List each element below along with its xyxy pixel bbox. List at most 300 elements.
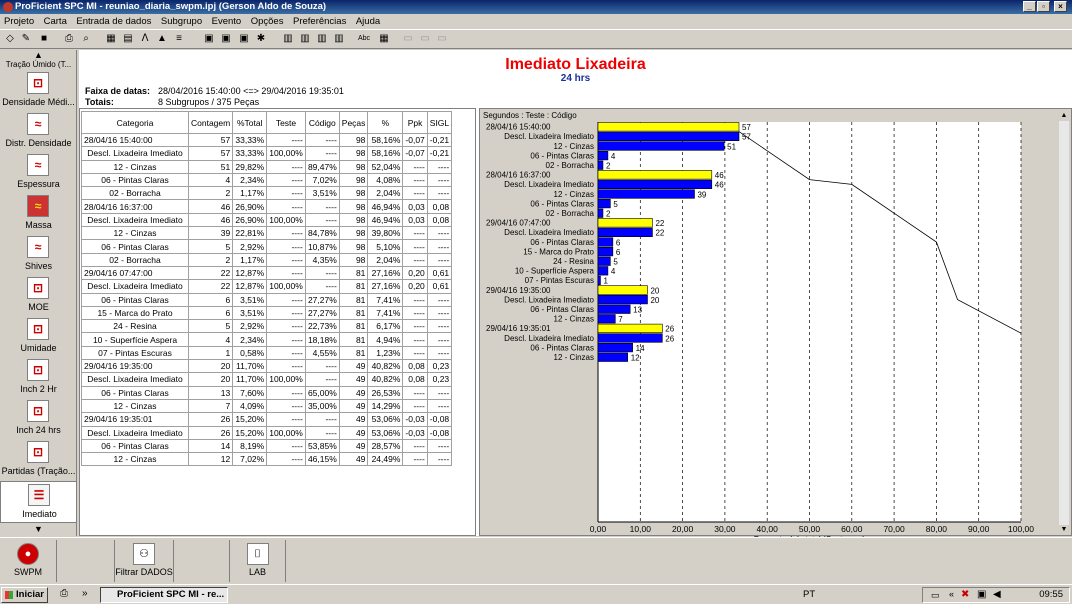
table-cell: 46	[189, 213, 233, 226]
quicklaunch-icon[interactable]: ⎙	[60, 588, 68, 599]
table-cell: ----	[267, 160, 306, 173]
scroll-up-icon[interactable]: ▲	[1060, 112, 1068, 119]
table-cell: ----	[403, 253, 427, 266]
x-tick-label: 60,00	[841, 524, 863, 534]
table-cell: 12	[189, 453, 233, 466]
histogram-icon[interactable]: ▲	[157, 33, 167, 44]
chart-scrollbar[interactable]	[1059, 111, 1069, 535]
scroll-down-icon[interactable]: ▼	[1060, 526, 1068, 533]
data-table-panel	[79, 108, 476, 536]
sidebar-item-shives[interactable]	[0, 234, 77, 276]
table-cell: 98	[339, 240, 368, 253]
abc-icon[interactable]: Abc	[358, 35, 371, 42]
table-cell: 0,58%	[233, 346, 267, 359]
table-cell: 12 - Cinzas	[82, 399, 189, 412]
table-cell: ----	[267, 240, 306, 253]
date-range-value: 28/04/2016 15:40:00 <=> 29/04/2016 19:35:01	[158, 86, 344, 96]
menu-opcoes[interactable]: Opções	[250, 16, 284, 27]
table-cell: 06 - Pintas Claras	[82, 293, 189, 306]
bar	[598, 353, 628, 362]
sidebar-item-massa[interactable]	[0, 193, 77, 235]
app-icon	[3, 2, 13, 12]
table-row[interactable]	[82, 373, 452, 386]
table-row[interactable]	[82, 333, 452, 346]
table-cell: ----	[403, 240, 427, 253]
table-cell: 29/04/16 19:35:01	[82, 413, 189, 426]
menu-bar	[0, 14, 1072, 28]
table-cell: ----	[427, 253, 451, 266]
table-cell: 1,17%	[233, 187, 267, 200]
sidebar-item-label: Densidade Médi...	[2, 97, 75, 107]
bar-value-label: 12	[630, 353, 640, 363]
x-tick-label: 50,00	[798, 524, 821, 534]
bar-value-label: 14	[635, 343, 645, 353]
category-label: 07 - Pintas Escuras	[524, 276, 594, 286]
yellow-grid-icon[interactable]: ▣	[221, 33, 231, 44]
table-cell: 27,16%	[368, 280, 403, 293]
table-cell: 1,17%	[233, 253, 267, 266]
table-cell: 84,78%	[305, 227, 339, 240]
chart-header-label: Segundos : Teste : Código	[483, 111, 577, 120]
table-cell: 0,23	[427, 373, 451, 386]
table-cell: 100,00%	[267, 280, 306, 293]
chevron-left-icon[interactable]: «	[949, 589, 955, 599]
window1-icon[interactable]: ▭	[403, 33, 413, 44]
bar	[598, 276, 600, 285]
table-cell: ----	[403, 227, 427, 240]
bar-value-label: 57	[741, 123, 751, 133]
bar-value-label: 46	[714, 171, 724, 181]
table-cell: 2,34%	[233, 333, 267, 346]
table-cell: Descl. Lixadeira Imediato	[82, 426, 189, 439]
table-cell: 81	[339, 346, 368, 359]
bar-value-label: 2	[605, 161, 611, 171]
bar-value-label: 20	[650, 295, 660, 305]
table-cell: 18,18%	[305, 333, 339, 346]
open-icon[interactable]: ✎	[21, 33, 31, 44]
table-cell: 7,02%	[305, 173, 339, 186]
bar-value-label: 5	[613, 199, 618, 209]
table-row[interactable]	[82, 320, 452, 333]
table-cell: 0,23	[427, 360, 451, 373]
table-cell: ----	[427, 346, 451, 359]
report-title: Imediato Lixadeira	[505, 56, 646, 73]
table-row[interactable]	[82, 293, 452, 306]
table-cell: 15,20%	[233, 426, 267, 439]
category-label: 12 - Cinzas	[553, 353, 594, 362]
table-row[interactable]	[82, 399, 452, 412]
window-title: ProFicient SPC MI - reuniao_diaria_swpm.ipj (Gerson Aldo de Souza)	[15, 1, 327, 12]
table-cell: ----	[427, 386, 451, 399]
table-row[interactable]	[82, 426, 452, 439]
bar-value-label: 26	[665, 324, 675, 334]
category-label: 24 - Resina	[553, 257, 594, 266]
preview-icon[interactable]: ⌕	[83, 33, 89, 44]
table-cell: 4,09%	[233, 399, 267, 412]
table-cell: ----	[403, 160, 427, 173]
bar	[598, 209, 603, 218]
col-header-ppk[interactable]: Ppk	[403, 112, 427, 134]
chart-icon: ⊡	[27, 441, 49, 463]
volume-icon[interactable]: ◀	[993, 589, 1001, 600]
new-icon[interactable]: ◇	[6, 33, 14, 44]
window2-icon[interactable]: ▭	[420, 33, 430, 44]
data-table	[81, 111, 452, 466]
lab-button[interactable]	[230, 540, 286, 582]
bar	[598, 267, 608, 276]
bar-value-label: 57	[741, 132, 751, 142]
table-cell: ----	[305, 413, 339, 426]
menu-carta[interactable]: Carta	[43, 16, 67, 27]
table-cell: 33,33%	[233, 134, 267, 147]
table-cell: Descl. Lixadeira Imediato	[82, 373, 189, 386]
x-tick-label: 80,00	[925, 524, 948, 534]
window3-icon[interactable]: ▭	[437, 33, 447, 44]
sidebar-item-inch-24-hrs[interactable]	[0, 398, 77, 440]
sidebar-item-partidas[interactable]	[0, 439, 77, 481]
table-cell: 81	[339, 280, 368, 293]
category-label: 10 - Superfície Aspera	[514, 266, 594, 276]
table-row[interactable]	[82, 213, 452, 226]
table-cell: ----	[427, 439, 451, 452]
swpm-label: SWPM	[14, 567, 42, 577]
grid-icon[interactable]: ▤	[123, 33, 133, 44]
sidebar-item-label: Umidade	[20, 343, 57, 353]
table-cell: ----	[305, 147, 339, 160]
table-cell: 51	[189, 160, 233, 173]
bar-value-label: 46	[714, 180, 724, 190]
col-header-percent[interactable]: %	[368, 112, 403, 134]
bar-value-label: 6	[615, 238, 621, 248]
table-cell: 57	[189, 147, 233, 160]
table-row[interactable]	[82, 187, 452, 200]
table-cell: 0,61	[427, 266, 451, 279]
table-cell: -0,08	[427, 413, 451, 426]
table-cell: 26	[189, 413, 233, 426]
menu-subgrupo[interactable]: Subgrupo	[160, 16, 203, 27]
menu-preferencias[interactable]: Preferências	[292, 16, 347, 27]
layout3-icon[interactable]: ▥	[317, 33, 327, 44]
table-cell: 81	[339, 266, 368, 279]
table-row[interactable]	[82, 453, 452, 466]
table-cell: 06 - Pintas Claras	[82, 386, 189, 399]
sidebar-top-label: Tração Úmido (T...	[5, 60, 72, 69]
sidebar-item-umidade[interactable]	[0, 316, 77, 358]
table-row[interactable]	[82, 227, 452, 240]
table-row[interactable]	[82, 160, 452, 173]
table-cell: 27,27%	[305, 293, 339, 306]
table-cell: 12 - Cinzas	[82, 453, 189, 466]
totals-label: Totais:	[85, 97, 114, 107]
table-cell: 81	[339, 320, 368, 333]
save-icon[interactable]: ■	[40, 33, 48, 44]
x-tick-label: 10,00	[629, 524, 651, 534]
bar	[598, 295, 647, 304]
chart-icon: ⊡	[27, 318, 49, 340]
taskbar-item-proficient[interactable]: ProFicient SPC MI - re...	[100, 587, 228, 603]
bar	[598, 180, 712, 189]
col-header-pecas[interactable]: Peças	[339, 112, 368, 134]
table-cell: 22	[189, 266, 233, 279]
security-icon[interactable]: ✖	[961, 589, 970, 600]
table-cell: ----	[267, 200, 306, 213]
star-icon[interactable]: ✱	[256, 33, 266, 44]
group-label: 29/04/16 19:35:01	[486, 324, 551, 334]
swpm-button[interactable]	[0, 540, 57, 582]
filtrar-dados-button[interactable]	[115, 540, 174, 582]
table-cell: 53,85%	[305, 439, 339, 452]
table-cell: 20	[189, 373, 233, 386]
menu-ajuda[interactable]: Ajuda	[355, 16, 381, 27]
table-cell: 6	[189, 293, 233, 306]
bottom-toolbar	[0, 537, 1072, 583]
table-cell: -0,07	[403, 134, 427, 147]
yellow-chart-icon[interactable]: ▣	[204, 33, 214, 44]
test-tube-icon: ⌷	[247, 543, 269, 565]
table-cell: 3,51%	[233, 293, 267, 306]
table-cell: 98	[339, 147, 368, 160]
table-row[interactable]	[82, 200, 452, 213]
table-cell: ----	[267, 293, 306, 306]
sidebar-item-label: MOE	[28, 302, 49, 312]
table-cell: ----	[427, 320, 451, 333]
group-label: 29/04/16 19:35:00	[486, 285, 551, 295]
x-tick-label: 0,00	[589, 524, 607, 534]
table-cell: ----	[427, 306, 451, 319]
print-icon[interactable]: ⎙	[65, 33, 73, 44]
sidebar-item-moe[interactable]	[0, 275, 77, 317]
sidebar-item-label: Massa	[25, 220, 52, 230]
language-indicator[interactable]: PT	[803, 589, 816, 600]
table-cell: ----	[403, 386, 427, 399]
table-cell: ----	[267, 306, 306, 319]
close-button[interactable]: ×	[1054, 1, 1067, 12]
table-cell: 12,87%	[233, 280, 267, 293]
menu-projeto[interactable]: Projeto	[4, 16, 35, 27]
category-label: 06 - Pintas Claras	[530, 343, 594, 353]
table-cell: ----	[427, 293, 451, 306]
table-cell: 57	[189, 134, 233, 147]
scroll-up-icon[interactable]: ▲	[34, 50, 43, 60]
table-cell: 0,03	[403, 213, 427, 226]
table-cell: ----	[267, 413, 306, 426]
table-cell: 22,81%	[233, 227, 267, 240]
bar	[598, 199, 610, 208]
table-row[interactable]	[82, 439, 452, 452]
sidebar-item-densidade-media[interactable]	[0, 70, 77, 112]
table-cell: 46,15%	[305, 453, 339, 466]
system-tray	[803, 587, 1070, 603]
table-cell: 4,94%	[368, 333, 403, 346]
table-cell: 3,51%	[233, 306, 267, 319]
sidebar	[0, 50, 77, 536]
bar-value-label: 4	[610, 267, 616, 277]
table-cell: 3,51%	[305, 187, 339, 200]
table-cell: 81	[339, 306, 368, 319]
table-cell: 2,04%	[368, 187, 403, 200]
table-cell: 98	[339, 200, 368, 213]
pareto-icon: ☰	[28, 484, 50, 506]
table-cell: 81	[339, 293, 368, 306]
table-cell: ----	[305, 426, 339, 439]
x-tick-label: 40,00	[756, 524, 778, 534]
chart-icon: ⊡	[27, 400, 49, 422]
category-label: Descl. Lixadeira Imediato	[504, 228, 594, 238]
table-cell: 98	[339, 213, 368, 226]
table-cell: 10,87%	[305, 240, 339, 253]
category-label: Descl. Lixadeira Imediato	[504, 132, 594, 142]
table-row[interactable]	[82, 386, 452, 399]
table-cell: 49	[339, 373, 368, 386]
sidebar-item-espessura[interactable]	[0, 152, 77, 194]
bar	[598, 286, 647, 295]
table-cell: 49	[339, 453, 368, 466]
table-cell: 12 - Cinzas	[82, 160, 189, 173]
table-cell: 39,80%	[368, 227, 403, 240]
list-icon[interactable]: ≡	[176, 33, 182, 44]
table-cell: ----	[427, 187, 451, 200]
table-row[interactable]	[82, 413, 452, 426]
menu-entrada-de-dados[interactable]: Entrada de dados	[76, 16, 152, 27]
table-cell: ----	[267, 386, 306, 399]
table-row[interactable]	[82, 306, 452, 319]
table-cell: ----	[267, 439, 306, 452]
table-cell: 0,08	[403, 373, 427, 386]
layout4-icon[interactable]: ▥	[334, 33, 344, 44]
x-tick-label: 20,00	[671, 524, 694, 534]
table-cell: ----	[267, 320, 306, 333]
network-icon[interactable]: ▭	[931, 590, 940, 600]
table-cell: ----	[267, 360, 306, 373]
table-cell: 20	[189, 360, 233, 373]
table-cell: 06 - Pintas Claras	[82, 240, 189, 253]
table-cell: ----	[267, 333, 306, 346]
bar-value-label: 22	[655, 228, 665, 238]
table-cell: 81	[339, 333, 368, 346]
table-cell: ----	[267, 173, 306, 186]
restore-button[interactable]: ▫	[1037, 1, 1050, 12]
category-label: 06 - Pintas Claras	[530, 305, 594, 314]
colors-icon[interactable]: ▦	[379, 33, 389, 44]
sidebar-item-distr-densidade[interactable]	[0, 111, 77, 153]
bar-value-label: 2	[605, 209, 611, 219]
col-header-categoria[interactable]: Categoria	[82, 112, 189, 134]
spacer-button-2	[174, 540, 230, 582]
chart-line-icon[interactable]: ᐱ	[141, 33, 149, 44]
layout2-icon[interactable]: ▥	[300, 33, 310, 44]
table-cell: ----	[305, 266, 339, 279]
table-cell: 1,23%	[368, 346, 403, 359]
chevron-right-icon[interactable]: »	[82, 588, 88, 599]
table-cell: 46	[189, 200, 233, 213]
sidebar-item-label: Inch 24 hrs	[16, 425, 61, 435]
sidebar-item-imediato[interactable]	[0, 481, 77, 523]
table-cell: 11,70%	[233, 373, 267, 386]
table-cell: 35,00%	[305, 399, 339, 412]
minimize-button[interactable]: _	[1023, 1, 1036, 12]
table-cell: Descl. Lixadeira Imediato	[82, 280, 189, 293]
monitor-icon[interactable]: ▣	[977, 589, 987, 600]
table-cell: 02 - Borracha	[82, 187, 189, 200]
bar-value-label: 5	[613, 257, 618, 267]
table-cell: 6,17%	[368, 320, 403, 333]
table-cell: 46,94%	[368, 213, 403, 226]
sidebar-item-label: Inch 2 Hr	[20, 384, 57, 394]
category-label: 12 - Cinzas	[553, 141, 594, 151]
bar	[598, 247, 613, 256]
table-cell: 29,82%	[233, 160, 267, 173]
start-button[interactable]: Iniciar	[1, 587, 48, 603]
table-cell: ----	[403, 439, 427, 452]
chart-icon: ⊡	[27, 277, 49, 299]
bar-value-label: 13	[633, 305, 643, 315]
category-label: 06 - Pintas Claras	[530, 199, 594, 209]
table-cell: ----	[403, 333, 427, 346]
table-row[interactable]	[82, 134, 452, 147]
stop-icon: ●	[17, 543, 39, 565]
table-cell: 0,61	[427, 280, 451, 293]
sidebar-item-inch-2-hr[interactable]	[0, 357, 77, 399]
table-cell: ----	[427, 453, 451, 466]
table-row[interactable]	[82, 346, 452, 359]
layout1-icon[interactable]: ▥	[283, 33, 293, 44]
table-cell: 14,29%	[368, 399, 403, 412]
table-cell: 49	[339, 399, 368, 412]
scroll-down-icon[interactable]: ▼	[34, 524, 43, 534]
bar	[598, 257, 610, 266]
table-row[interactable]	[82, 147, 452, 160]
table-cell: 4,55%	[305, 346, 339, 359]
table-row[interactable]	[82, 253, 452, 266]
table-row[interactable]	[82, 173, 452, 186]
table-cell: ----	[267, 227, 306, 240]
table-cell: 15 - Marca do Prato	[82, 306, 189, 319]
table-cell: 10 - Superfície Aspera	[82, 333, 189, 346]
col-header-teste[interactable]: Teste	[267, 112, 306, 134]
table-cell: 100,00%	[267, 426, 306, 439]
table-cell: ----	[427, 399, 451, 412]
table-cell: ----	[427, 240, 451, 253]
table-cell: -0,07	[403, 147, 427, 160]
table-row[interactable]	[82, 280, 452, 293]
bar-value-label: 39	[697, 190, 707, 200]
col-header-contagem[interactable]: Contagem	[189, 112, 233, 134]
col-header-total[interactable]: %Total	[233, 112, 267, 134]
table-row[interactable]	[82, 360, 452, 373]
group-label: 28/04/16 16:37:00	[486, 170, 551, 180]
table-cell: 12,87%	[233, 266, 267, 279]
col-header-sigl[interactable]: SIGL	[427, 112, 451, 134]
table-cell: 28,57%	[368, 439, 403, 452]
category-label: 12 - Cinzas	[553, 314, 594, 324]
table-cell: 2,34%	[233, 173, 267, 186]
table-row[interactable]	[82, 240, 452, 253]
date-range-label: Faixa de datas:	[85, 86, 151, 96]
table-cell: 40,82%	[368, 360, 403, 373]
table-cell: ----	[427, 227, 451, 240]
table-cell: 6	[189, 306, 233, 319]
menu-evento[interactable]: Evento	[211, 16, 242, 27]
col-header-codigo[interactable]: Código	[305, 112, 339, 134]
table-icon[interactable]: ▦	[106, 33, 116, 44]
table-cell: 27,16%	[368, 266, 403, 279]
table-row[interactable]	[82, 266, 452, 279]
yellow-box-icon[interactable]: ▣	[239, 33, 249, 44]
table-cell: 4	[189, 333, 233, 346]
table-cell: 98	[339, 187, 368, 200]
table-cell: 0,03	[403, 200, 427, 213]
table-cell: ----	[305, 200, 339, 213]
